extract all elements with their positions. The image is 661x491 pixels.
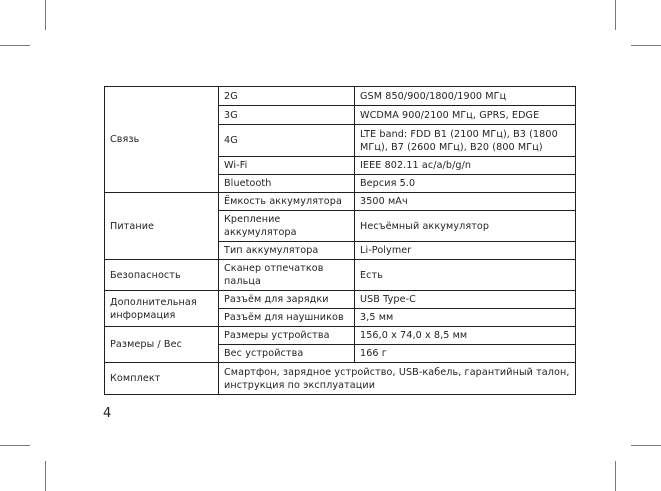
value-cell: LTE band: FDD B1 (2100 МГц), B3 (1800 МГц), B7 (2600 МГц), B20 (800 МГц) bbox=[355, 125, 576, 157]
crop-mark bbox=[615, 0, 616, 30]
param-cell: Разъём для зарядки bbox=[219, 291, 355, 309]
page-number: 4 bbox=[103, 406, 112, 421]
value-cell: IEEE 802.11 ac/a/b/g/n bbox=[355, 157, 576, 175]
crop-mark bbox=[45, 0, 46, 30]
value-cell: Несъёмный аккумулятор bbox=[355, 211, 576, 242]
table-row bbox=[105, 291, 576, 309]
value-cell: Есть bbox=[355, 260, 576, 291]
param-cell: Сканер отпечатков пальца bbox=[219, 260, 355, 291]
crop-mark bbox=[615, 461, 616, 491]
category-cell: Дополнительная информация bbox=[105, 291, 219, 327]
category-cell: Безопасность bbox=[105, 260, 219, 291]
param-cell: Тип аккумулятора bbox=[219, 242, 355, 260]
specs-table bbox=[104, 86, 576, 395]
param-cell: Крепление аккумулятора bbox=[219, 211, 355, 242]
param-cell: Разъём для наушников bbox=[219, 309, 355, 327]
table-row bbox=[105, 363, 576, 395]
param-cell: 2G bbox=[219, 87, 355, 106]
value-cell: 3,5 мм bbox=[355, 309, 576, 327]
value-cell: 156,0 x 74,0 x 8,5 мм bbox=[355, 327, 576, 345]
value-cell: Li-Polymer bbox=[355, 242, 576, 260]
table-row bbox=[105, 327, 576, 345]
value-cell: WCDMA 900/2100 МГц, GPRS, EDGE bbox=[355, 106, 576, 125]
table-row bbox=[105, 260, 576, 291]
param-cell: Размеры устройства bbox=[219, 327, 355, 345]
category-cell: Размеры / Вес bbox=[105, 327, 219, 363]
table-row bbox=[105, 87, 576, 106]
param-cell: Wi-Fi bbox=[219, 157, 355, 175]
crop-mark bbox=[0, 445, 30, 446]
param-cell: Ёмкость аккумулятора bbox=[219, 193, 355, 211]
value-cell: USB Type-C bbox=[355, 291, 576, 309]
param-cell: 4G bbox=[219, 125, 355, 157]
crop-mark bbox=[0, 45, 30, 46]
crop-mark bbox=[45, 461, 46, 491]
value-cell: 166 г bbox=[355, 345, 576, 363]
table-row bbox=[105, 193, 576, 211]
param-cell: 3G bbox=[219, 106, 355, 125]
value-cell: Версия 5.0 bbox=[355, 175, 576, 193]
category-cell: Комплект bbox=[105, 363, 219, 395]
value-cell: GSM 850/900/1800/1900 МГц bbox=[355, 87, 576, 106]
param-cell: Bluetooth bbox=[219, 175, 355, 193]
param-cell: Вес устройства bbox=[219, 345, 355, 363]
value-cell: Смартфон, зарядное устройство, USB-кабель, гарантийный талон, инструкция по эксплуатации bbox=[219, 363, 576, 395]
category-cell: Питание bbox=[105, 193, 219, 260]
crop-mark bbox=[631, 445, 661, 446]
category-cell: Связь bbox=[105, 87, 219, 193]
value-cell: 3500 мАч bbox=[355, 193, 576, 211]
crop-mark bbox=[631, 45, 661, 46]
